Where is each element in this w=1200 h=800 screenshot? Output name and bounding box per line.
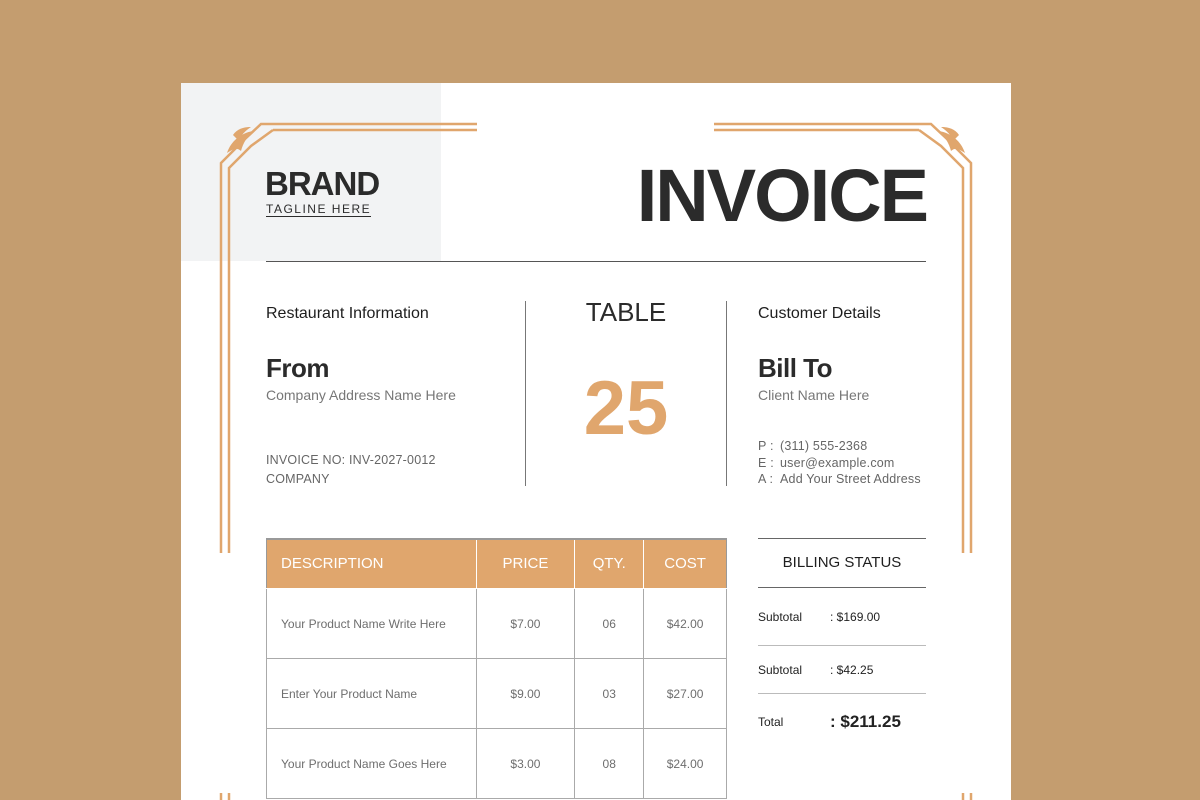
brand-tagline: TAGLINE HERE: [266, 202, 372, 216]
billing-label: Subtotal: [758, 662, 803, 677]
billing-row-subtotal: [758, 646, 926, 694]
header-description: DESCRIPTION: [267, 538, 477, 589]
billing-status: [758, 538, 926, 750]
contact-email: [758, 456, 895, 470]
header-price: PRICE: [476, 538, 575, 589]
billing-title: BILLING STATUS: [758, 538, 926, 588]
billing-label: Total: [758, 715, 784, 729]
header-divider: [266, 261, 926, 262]
billing-label: Subtotal: [758, 609, 803, 624]
address-key: A :: [758, 472, 774, 486]
brand-name: BRAND: [265, 165, 380, 202]
item-cost: $27.00: [644, 659, 727, 729]
invoice-paper: [181, 83, 1011, 800]
billing-value: : $169.00: [830, 609, 881, 624]
contact-address: [758, 472, 921, 486]
billing-row-subtotal: [758, 588, 926, 646]
item-cost: $42.00: [644, 589, 727, 659]
item-description: Your Product Name Write Here: [267, 589, 477, 659]
table-row: [267, 589, 727, 659]
items-table-top-border: [266, 538, 727, 540]
item-qty: 08: [575, 729, 644, 799]
restaurant-heading: Restaurant Information: [266, 305, 429, 322]
item-qty: 03: [575, 659, 644, 729]
table-row: [267, 729, 727, 799]
item-price: $3.00: [476, 729, 575, 799]
table-number: 25: [583, 366, 669, 451]
billing-value: : $42.25: [830, 662, 874, 677]
item-price: $9.00: [476, 659, 575, 729]
from-label: From: [266, 353, 329, 383]
phone-key: P :: [758, 439, 774, 453]
email-value: user@example.com: [780, 456, 895, 470]
items-header-row: [267, 538, 727, 589]
company-address: Company Address Name Here: [266, 387, 456, 403]
item-description: Enter Your Product Name: [267, 659, 477, 729]
invoice-number: INVOICE NO: INV-2027-0012: [266, 453, 436, 467]
table-label: TABLE: [585, 297, 667, 327]
table-row: [267, 659, 727, 729]
invoice-title: INVOICE: [636, 154, 927, 237]
item-price: $7.00: [476, 589, 575, 659]
item-qty: 06: [575, 589, 644, 659]
item-cost: $24.00: [644, 729, 727, 799]
customer-heading: Customer Details: [758, 305, 881, 322]
header-cost: COST: [644, 538, 727, 589]
company-label: COMPANY: [266, 472, 330, 486]
address-value: Add Your Street Address: [780, 472, 921, 486]
billing-total-value: : $211.25: [830, 712, 901, 731]
bill-to-label: Bill To: [758, 353, 833, 383]
items-table: [266, 538, 727, 799]
phone-value: (311) 555-2368: [780, 439, 868, 453]
email-key: E :: [758, 456, 774, 470]
column-divider: [726, 301, 727, 486]
item-description: Your Product Name Goes Here: [267, 729, 477, 799]
client-name: Client Name Here: [758, 387, 870, 403]
billing-row-total: [758, 694, 926, 750]
header-qty: QTY.: [575, 538, 644, 589]
contact-phone: [758, 439, 867, 453]
